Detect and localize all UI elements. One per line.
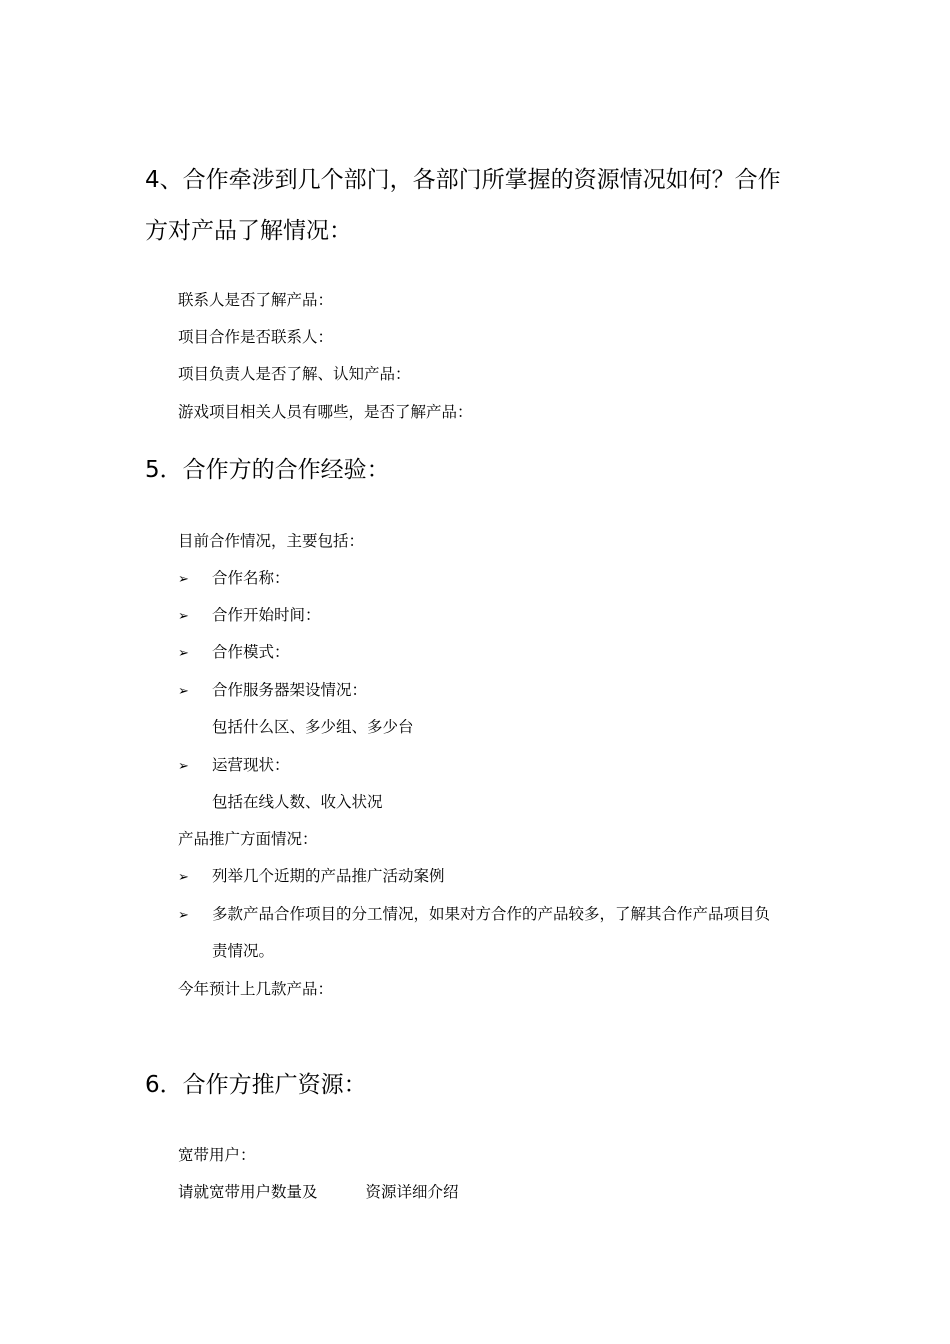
promo-bullet	[178, 865, 445, 889]
arrow-bullet-icon: ➢	[178, 684, 189, 699]
section5-bullet	[178, 754, 290, 778]
section5-bullet	[178, 641, 290, 665]
server-detail: 包括什么区、多少组、多少台	[212, 718, 414, 736]
section5-bullet	[178, 604, 321, 628]
ops-detail: 包括在线人数、收入状况	[212, 793, 383, 811]
bullet-text: 合作名称：	[212, 569, 290, 587]
bullet-text: 合作模式：	[212, 643, 290, 661]
arrow-bullet-icon: ➢	[178, 646, 189, 661]
section4-item: 游戏项目相关人员有哪些，是否了解产品：	[178, 403, 473, 421]
broadband-users: 宽带用户：	[178, 1146, 256, 1164]
section4-item: 项目负责人是否了解、认知产品：	[178, 365, 411, 383]
promo-bullet	[178, 903, 770, 927]
broadband-detail-part2: 资源详细介绍	[365, 1183, 459, 1201]
section6-heading: 6．合作方推广资源：	[145, 1072, 367, 1098]
arrow-bullet-icon: ➢	[178, 609, 189, 624]
promo-intro: 产品推广方面情况：	[178, 830, 318, 848]
section5-bullet	[178, 679, 367, 703]
bullet-text: 多款产品合作项目的分工情况，如果对方合作的产品较多，了解其合作产品项目负	[212, 905, 771, 923]
arrow-bullet-icon: ➢	[178, 908, 189, 923]
product-plan: 今年预计上几款产品：	[178, 980, 334, 998]
broadband-detail-line	[178, 1181, 459, 1203]
bullet-text: 列举几个近期的产品推广活动案例	[212, 867, 445, 885]
bullet-text: 合作开始时间：	[212, 606, 321, 624]
section4-heading-line1: 4、合作牵涉到几个部门，各部门所掌握的资源情况如何？合作	[145, 167, 781, 193]
section4-heading-line2: 方对产品了解情况：	[145, 218, 352, 244]
section5-heading: 5．合作方的合作经验：	[145, 457, 390, 483]
arrow-bullet-icon: ➢	[178, 759, 189, 774]
section4-item: 联系人是否了解产品：	[178, 291, 334, 309]
section5-bullet	[178, 567, 290, 591]
promo-bullet-continuation: 责情况。	[212, 942, 275, 960]
broadband-detail-part1: 请就宽带用户数量及	[178, 1183, 318, 1201]
arrow-bullet-icon: ➢	[178, 572, 189, 587]
bullet-text: 合作服务器架设情况：	[212, 681, 368, 699]
section5-intro: 目前合作情况，主要包括：	[178, 532, 365, 550]
section4-item: 项目合作是否联系人：	[178, 328, 334, 346]
arrow-bullet-icon: ➢	[178, 870, 189, 885]
bullet-text: 运营现状：	[212, 756, 290, 774]
